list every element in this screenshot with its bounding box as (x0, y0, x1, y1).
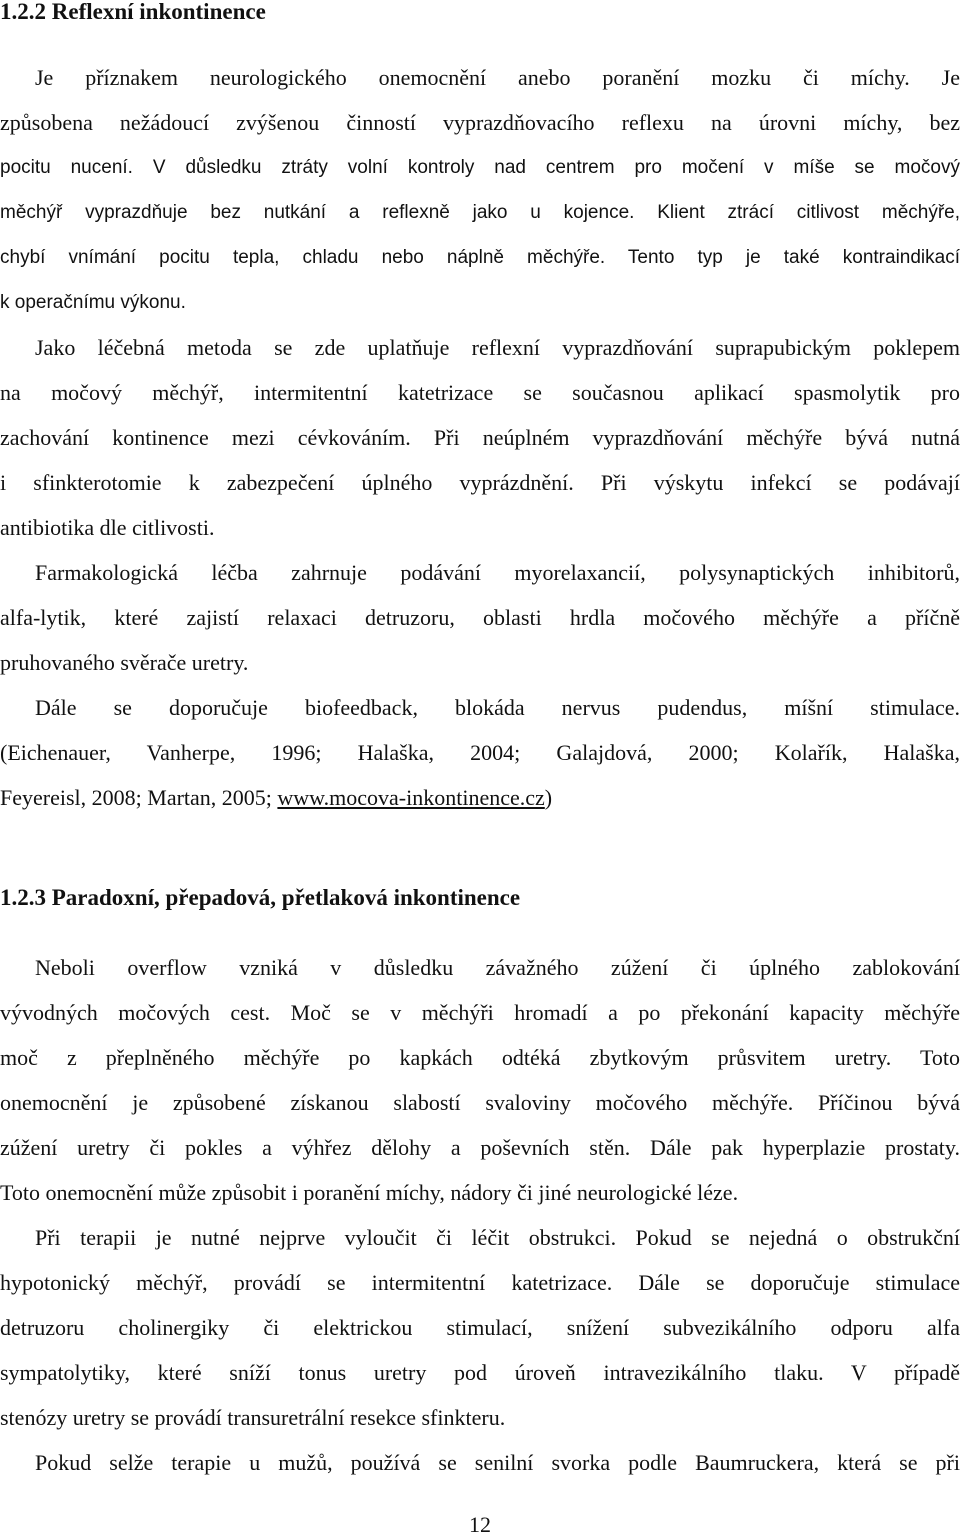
paragraph-line: způsobena nežádoucí zvýšenou činností vyprazdňovacího reflexu na úrovni míchy, bez (0, 110, 960, 135)
paragraph-line: Farmakologická léčba zahrnuje podávání myorelaxancií, polysynaptických inhibitorů, (35, 560, 960, 585)
paragraph-line: zachování kontinence mezi cévkováním. Při neúplném vyprazdňování měchýře bývá nutná (0, 425, 960, 450)
paragraph-line: měchýř vyprazdňuje bez nutkání a reflexně jako u kojence. Klient ztrácí citlivost měchýře, (0, 202, 960, 223)
paragraph-line: Je příznakem neurologického onemocnění anebo poranění mozku či míchy. Je (35, 65, 960, 90)
paragraph-line: sympatolytiky, které sníží tonus uretry pod úroveň intravezikálního tlaku. V případě (0, 1360, 960, 1385)
paragraph-line: Dále se doporučuje biofeedback, blokáda nervus pudendus, míšní stimulace. (35, 695, 960, 720)
paragraph-line: pocitu nucení. V důsledku ztráty volní kontroly nad centrem pro močení v míše se močový (0, 157, 960, 178)
paragraph-line: Neboli overflow vzniká v důsledku závažného zúžení či úplného zablokování (35, 955, 960, 980)
paragraph-line: zúžení uretry či pokles a výhřez dělohy a poševních stěn. Dále pak hyperplazie prostaty. (0, 1135, 960, 1160)
paragraph-line: Jako léčebná metoda se zde uplatňuje reflexní vyprazdňování suprapubickým poklepem (35, 335, 960, 360)
section-heading-paradox: 1.2.3 Paradoxní, přepadová, přetlaková inkontinence (0, 885, 521, 910)
paragraph-line: antibiotika dle citlivosti. (0, 515, 215, 540)
reference-link[interactable]: www.mocova-inkontinence.cz (277, 785, 545, 810)
paragraph-line: alfa-lytik, které zajistí relaxaci detruzoru, oblasti hrdla močového měchýře a příčně (0, 605, 960, 630)
section-heading-reflex: 1.2.2 Reflexní inkontinence (0, 0, 266, 24)
paragraph-line: (Eichenauer, Vanherpe, 1996; Halaška, 2004; Galajdová, 2000; Kolařík, Halaška, (0, 740, 960, 765)
paragraph-line: Při terapii je nutné nejprve vyloučit či léčit obstrukci. Pokud se nejedná o obstrukční (35, 1225, 960, 1250)
citation-text: Feyereisl, 2008; Martan, 2005; (0, 785, 278, 810)
paragraph-line: na močový měchýř, intermitentní katetrizace se současnou aplikací spasmolytik pro (0, 380, 960, 405)
paragraph-line: detruzoru cholinergiky či elektrickou stimulací, snížení subvezikálního odporu alfa (0, 1315, 960, 1340)
page-number: 12 (469, 1512, 491, 1537)
paragraph-line: pruhovaného svěrače uretry. (0, 650, 249, 675)
paragraph-line: Pokud selže terapie u mužů, používá se senilní svorka podle Baumruckera, která se při (35, 1450, 960, 1475)
paragraph-line: i sfinkterotomie k zabezpečení úplného vyprázdnění. Při výskytu infekcí se podávají (0, 470, 960, 495)
citation-closing: ) (544, 785, 553, 810)
paragraph-line: stenózy uretry se provádí transuretrální resekce sfinkteru. (0, 1405, 506, 1430)
citation-line (0, 783, 960, 813)
paragraph-line: hypotonický měchýř, provádí se intermitentní katetrizace. Dále se doporučuje stimulace (0, 1270, 960, 1295)
paragraph-line: vývodných močových cest. Moč se v měchýři hromadí a po překonání kapacity měchýře (0, 1000, 960, 1025)
paragraph-line: Toto onemocnění může způsobit i poranění míchy, nádory či jiné neurologické léze. (0, 1180, 739, 1205)
paragraph-line: onemocnění je způsobené získanou slabostí svaloviny močového měchýře. Příčinou bývá (0, 1090, 960, 1115)
paragraph-line: k operačnímu výkonu. (0, 292, 186, 313)
paragraph-line: chybí vnímání pocitu tepla, chladu nebo náplně měchýře. Tento typ je také kontraindikací (0, 247, 960, 268)
paragraph-line: moč z přeplněného měchýře po kapkách odtéká zbytkovým průsvitem uretry. Toto (0, 1045, 960, 1070)
